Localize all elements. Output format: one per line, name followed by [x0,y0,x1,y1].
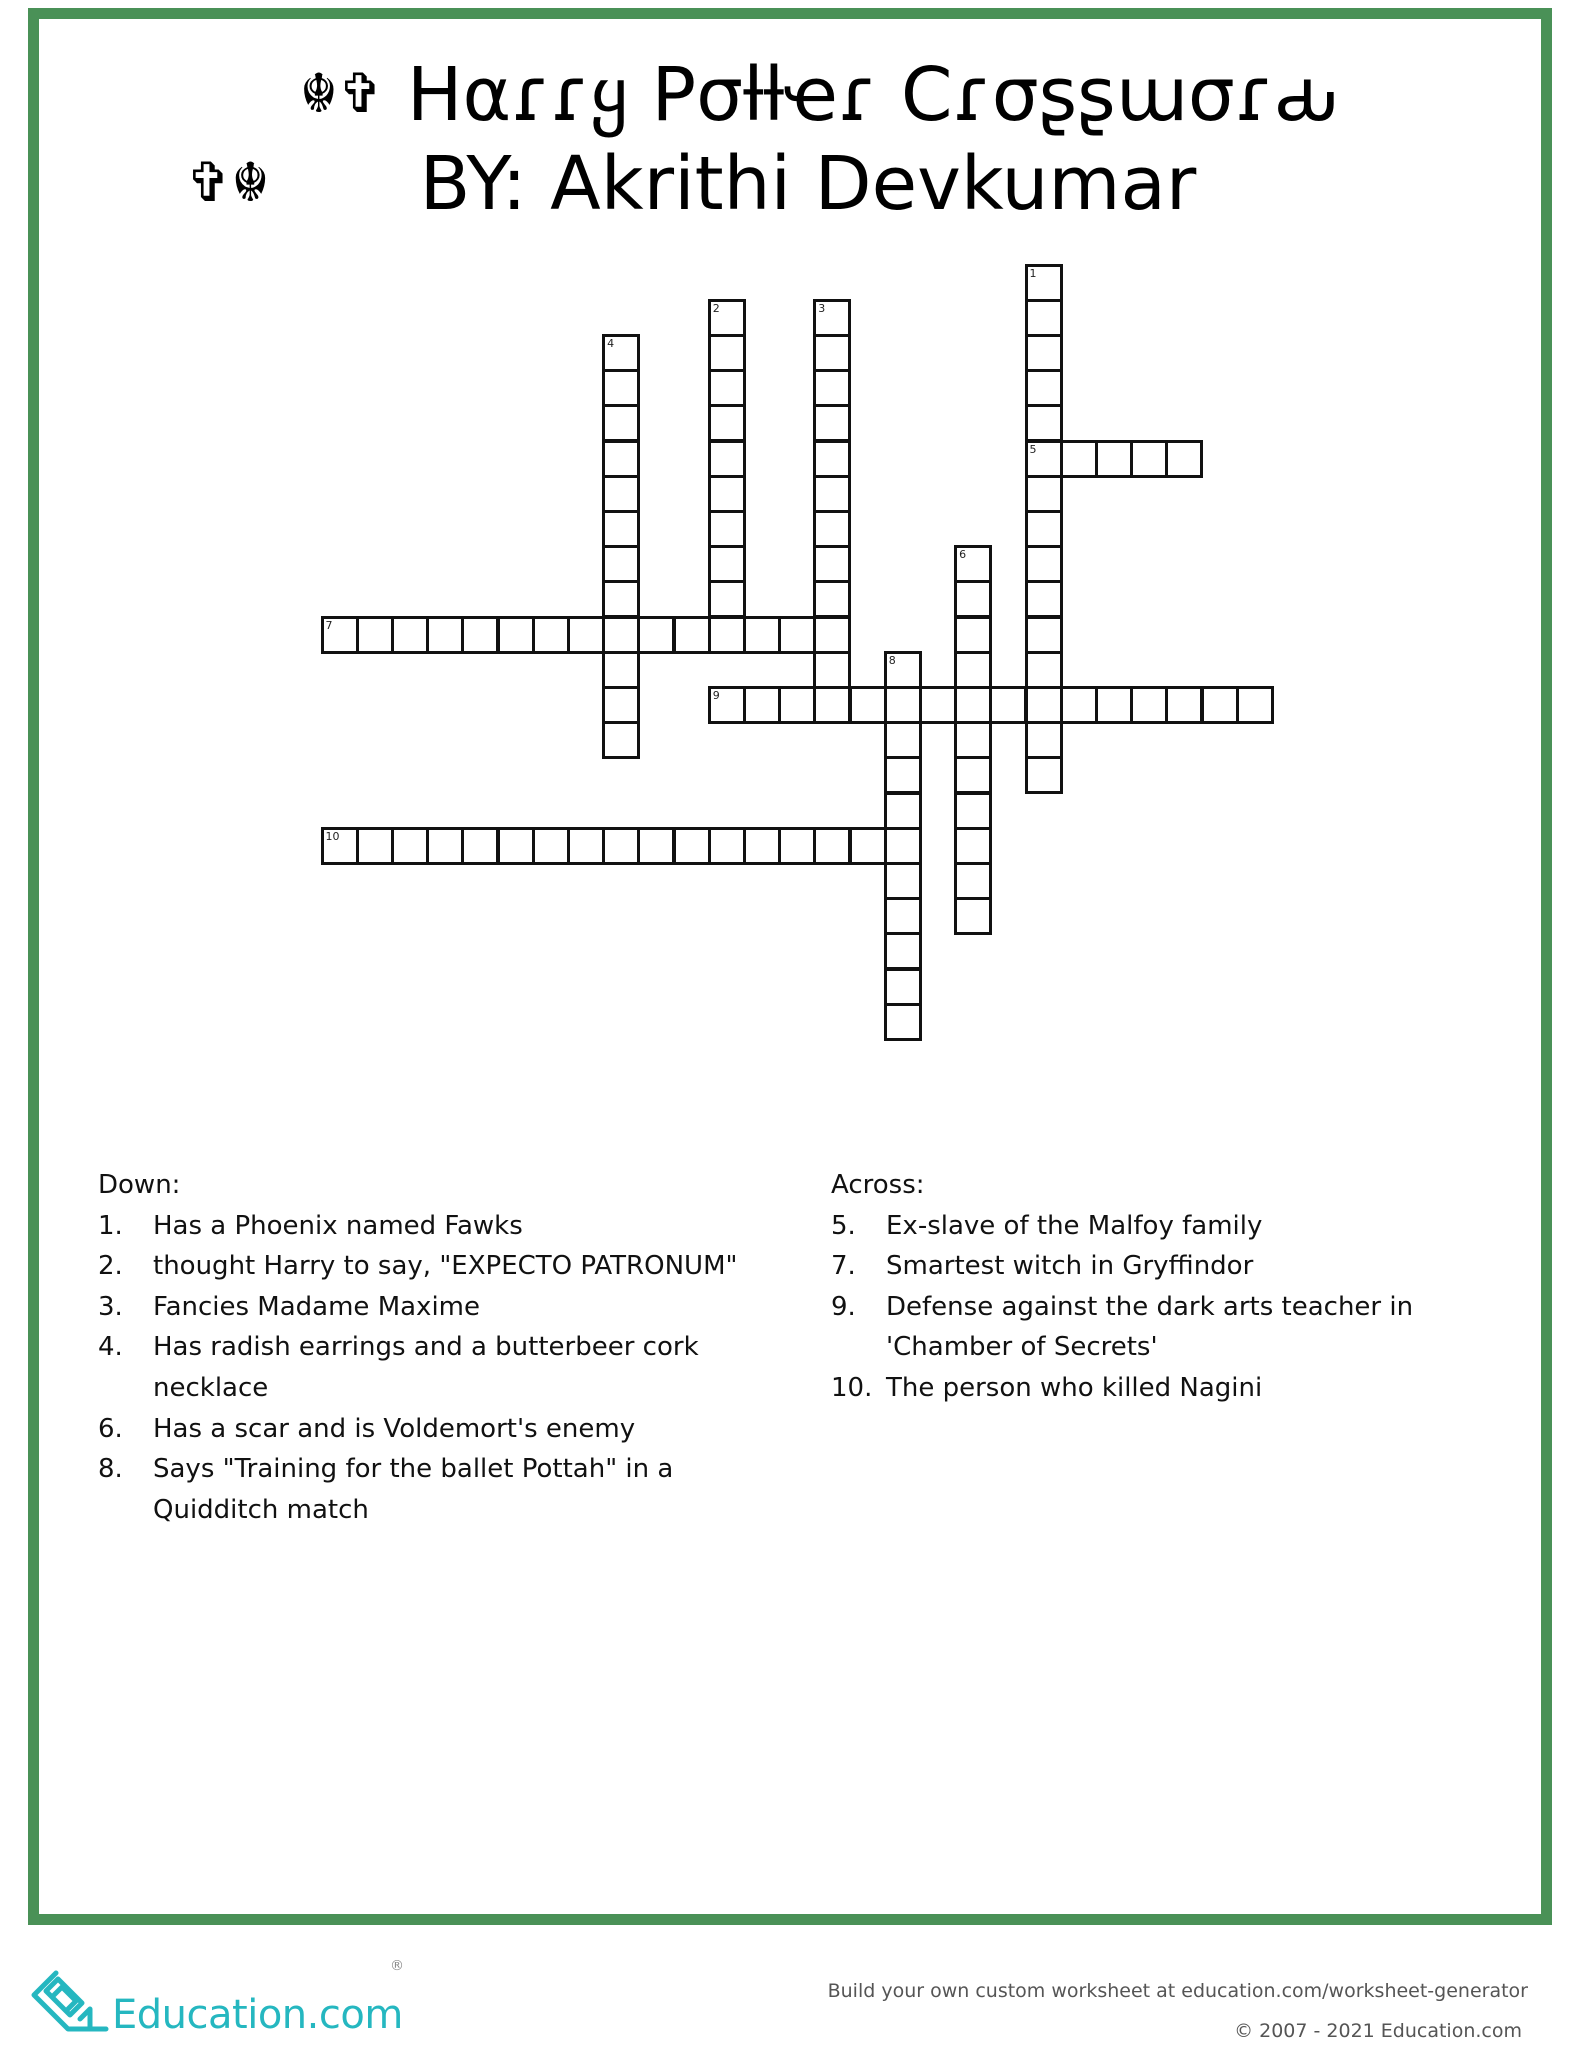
crossword-cell[interactable] [954,721,992,759]
crossword-cell[interactable] [849,827,887,865]
registered-mark: ® [390,1958,404,1974]
crossword-cell[interactable] [813,334,851,372]
crossword-cell[interactable] [1095,686,1133,724]
crossword-cell[interactable] [884,897,922,935]
clue-text: Has a scar and is Voldemort's enemy [153,1413,636,1444]
crossword-cell[interactable] [954,827,992,865]
crossword-cell[interactable] [743,616,781,654]
crossword-cell[interactable] [813,475,851,513]
crossword-cell[interactable] [461,827,499,865]
crossword-cell[interactable] [1025,264,1063,302]
crossword-cell[interactable] [989,686,1027,724]
author-byline: BY: Akrithi Devkumar [419,141,1197,227]
crossword-cell[interactable] [743,686,781,724]
crossword-cell[interactable] [708,545,746,583]
crossword-cell[interactable] [532,827,570,865]
worksheet-generator-link[interactable]: Build your own custom worksheet at education.com/worksheet-generator [827,1980,1528,2002]
crossword-cell[interactable] [708,686,746,724]
crossword-cell[interactable] [884,827,922,865]
crossword-cell[interactable] [497,616,535,654]
crossword-cell[interactable] [602,686,640,724]
crossword-cell[interactable] [602,475,640,513]
crossword-cell[interactable] [1165,440,1203,478]
crossword-cell[interactable] [708,827,746,865]
clue-number: 1. [98,1210,123,1241]
clue-text: Says "Training for the ballet Pottah" in a Quidditch match [153,1454,674,1525]
crossword-cell[interactable] [391,616,429,654]
crossword-cell[interactable] [1201,686,1239,724]
cell-number: 8 [888,653,896,667]
crossword-cell[interactable] [884,792,922,830]
crossword-cell[interactable] [849,686,887,724]
crossword-cell[interactable] [602,651,640,689]
crossword-cell[interactable] [954,616,992,654]
crossword-cell[interactable] [321,827,359,865]
clue-across-7 [831,1246,1471,1287]
crossword-cell[interactable] [461,616,499,654]
clue-down-4 [98,1327,778,1408]
crossword-cell[interactable] [1025,721,1063,759]
education-logo[interactable] [28,1960,403,2040]
crossword-cell[interactable] [708,475,746,513]
clue-across-10 [831,1368,1471,1409]
crossword-cell[interactable] [813,404,851,442]
crossword-cell[interactable] [778,686,816,724]
crossword-cell[interactable] [708,510,746,548]
crossword-cell[interactable] [813,510,851,548]
crossword-cell[interactable] [813,580,851,618]
crossword-cell[interactable] [884,756,922,794]
copyright-notice: © 2007 - 2021 Education.com [1234,2020,1522,2042]
cross-khanda-icon: ✞☬ [186,151,270,214]
crossword-cell[interactable] [673,616,711,654]
crossword-cell[interactable] [954,651,992,689]
crossword-cell[interactable] [954,897,992,935]
crossword-cell[interactable] [602,404,640,442]
cell-number: 6 [959,548,967,562]
clue-number: 10. [831,1372,873,1403]
cell-number: 7 [325,618,333,632]
crossword-cell[interactable] [1025,510,1063,548]
clue-number: 3. [98,1291,123,1322]
crossword-cell[interactable] [919,686,957,724]
pencil-paperclip-icon [28,1965,118,2040]
clue-text: Smartest witch in Gryffindor [886,1251,1254,1282]
crossword-cell[interactable] [1025,756,1063,794]
crossword-cell[interactable] [813,440,851,478]
crossword-cell[interactable] [426,616,464,654]
clue-down-1 [98,1206,778,1247]
crossword-cell[interactable] [813,545,851,583]
crossword-cell[interactable] [1025,616,1063,654]
crossword-cell[interactable] [602,545,640,583]
clue-text: The person who killed Nagini [886,1372,1263,1403]
crossword-cell[interactable] [1236,686,1274,724]
crossword-cell[interactable] [567,616,605,654]
cell-number: 10 [325,829,340,843]
crossword-cell[interactable] [778,616,816,654]
crossword-cell[interactable] [637,616,675,654]
crossword-cell[interactable] [813,616,851,654]
crossword-cell[interactable] [426,827,464,865]
clue-number: 6. [98,1413,123,1444]
clue-text: Ex-slave of the Malfoy family [886,1210,1263,1241]
clue-down-3 [98,1287,778,1328]
clue-text: thought Harry to say, "EXPECTO PATRONUM" [153,1251,738,1282]
clue-down-2 [98,1246,778,1287]
crossword-cell[interactable] [1025,299,1063,337]
crossword-cell[interactable] [954,862,992,900]
cell-number: 1 [1029,266,1037,280]
clue-number: 2. [98,1251,123,1282]
crossword-cell[interactable] [391,827,429,865]
crossword-cell[interactable] [602,721,640,759]
crossword-cell[interactable] [708,299,746,337]
khanda-cross-icon: ☬✞ [299,62,384,125]
crossword-cell[interactable] [884,1003,922,1041]
crossword-cell[interactable] [813,299,851,337]
crossword-cell[interactable] [1025,651,1063,689]
crossword-cell[interactable] [1025,580,1063,618]
clue-number: 8. [98,1454,123,1485]
down-clues [98,1165,778,1530]
crossword-cell[interactable] [673,827,711,865]
down-heading: Down: [98,1170,181,1200]
crossword-cell[interactable] [708,404,746,442]
clue-text: Has radish earrings and a butterbeer cork necklace [153,1332,699,1403]
across-clues [831,1165,1471,1409]
clue-number: 4. [98,1332,123,1363]
cell-number: 9 [712,688,720,702]
crossword-cell[interactable] [321,616,359,654]
clue-number: 9. [831,1291,856,1322]
crossword-cell[interactable] [813,369,851,407]
crossword-cell[interactable] [356,827,394,865]
crossword-cell[interactable] [1025,404,1063,442]
crossword-cell[interactable] [1025,686,1063,724]
crossword-cell[interactable] [743,827,781,865]
crossword-cell[interactable] [602,616,640,654]
crossword-cell[interactable] [356,616,394,654]
cell-number: 2 [712,301,720,315]
cell-number: 5 [1029,442,1037,456]
crossword-cell[interactable] [1060,686,1098,724]
crossword-cell[interactable] [637,827,675,865]
crossword-cell[interactable] [813,651,851,689]
clue-text: Fancies Madame Maxime [153,1291,480,1322]
clue-across-9 [831,1287,1471,1368]
crossword-cell[interactable] [884,686,922,724]
title-text: Hαɾɾყ Pσƚƚҽɾ Cɾσʂʂɯσɾԃ [406,52,1341,138]
crossword-cell[interactable] [954,545,992,583]
crossword-cell[interactable] [1025,440,1063,478]
brand-name: Education.com [112,1992,403,2038]
crossword-cell[interactable] [532,616,570,654]
clue-text: Defense against the dark arts teacher in 'Chamber of Secrets' [886,1291,1414,1363]
crossword-cell[interactable] [1095,440,1133,478]
crossword-cell[interactable] [708,440,746,478]
crossword-cell[interactable] [884,968,922,1006]
crossword-cell[interactable] [602,580,640,618]
across-heading: Across: [831,1170,925,1200]
crossword-cell[interactable] [1060,440,1098,478]
crossword-cell[interactable] [602,827,640,865]
crossword-cell[interactable] [708,616,746,654]
crossword-cell[interactable] [1025,545,1063,583]
cell-number: 4 [607,336,615,350]
crossword-cell[interactable] [778,827,816,865]
crossword-cell[interactable] [1025,475,1063,513]
crossword-cell[interactable] [602,334,640,372]
crossword-cell[interactable] [884,932,922,970]
clue-across-5 [831,1206,1471,1247]
crossword-cell[interactable] [954,686,992,724]
crossword-cell[interactable] [497,827,535,865]
crossword-cell[interactable] [708,369,746,407]
clue-down-6 [98,1409,778,1450]
crossword-cell[interactable] [813,827,851,865]
crossword-cell[interactable] [602,369,640,407]
crossword-cell[interactable] [708,580,746,618]
crossword-cell[interactable] [884,721,922,759]
crossword-cell[interactable] [602,510,640,548]
crossword-cell[interactable] [884,862,922,900]
crossword-cell[interactable] [1025,369,1063,407]
crossword-cell[interactable] [1165,686,1203,724]
crossword-cell[interactable] [708,334,746,372]
clue-number: 7. [831,1251,856,1282]
crossword-cell[interactable] [567,827,605,865]
crossword-cell[interactable] [954,756,992,794]
crossword-cell[interactable] [954,792,992,830]
cell-number: 3 [818,301,826,315]
crossword-cell[interactable] [602,440,640,478]
crossword-cell[interactable] [954,580,992,618]
crossword-cell[interactable] [1025,334,1063,372]
clue-text: Has a Phoenix named Fawks [153,1210,523,1241]
crossword-cell[interactable] [1130,440,1168,478]
crossword-cell[interactable] [884,651,922,689]
crossword-cell[interactable] [1130,686,1168,724]
clue-number: 5. [831,1210,856,1241]
crossword-cell[interactable] [813,686,851,724]
clue-down-8 [98,1449,778,1530]
